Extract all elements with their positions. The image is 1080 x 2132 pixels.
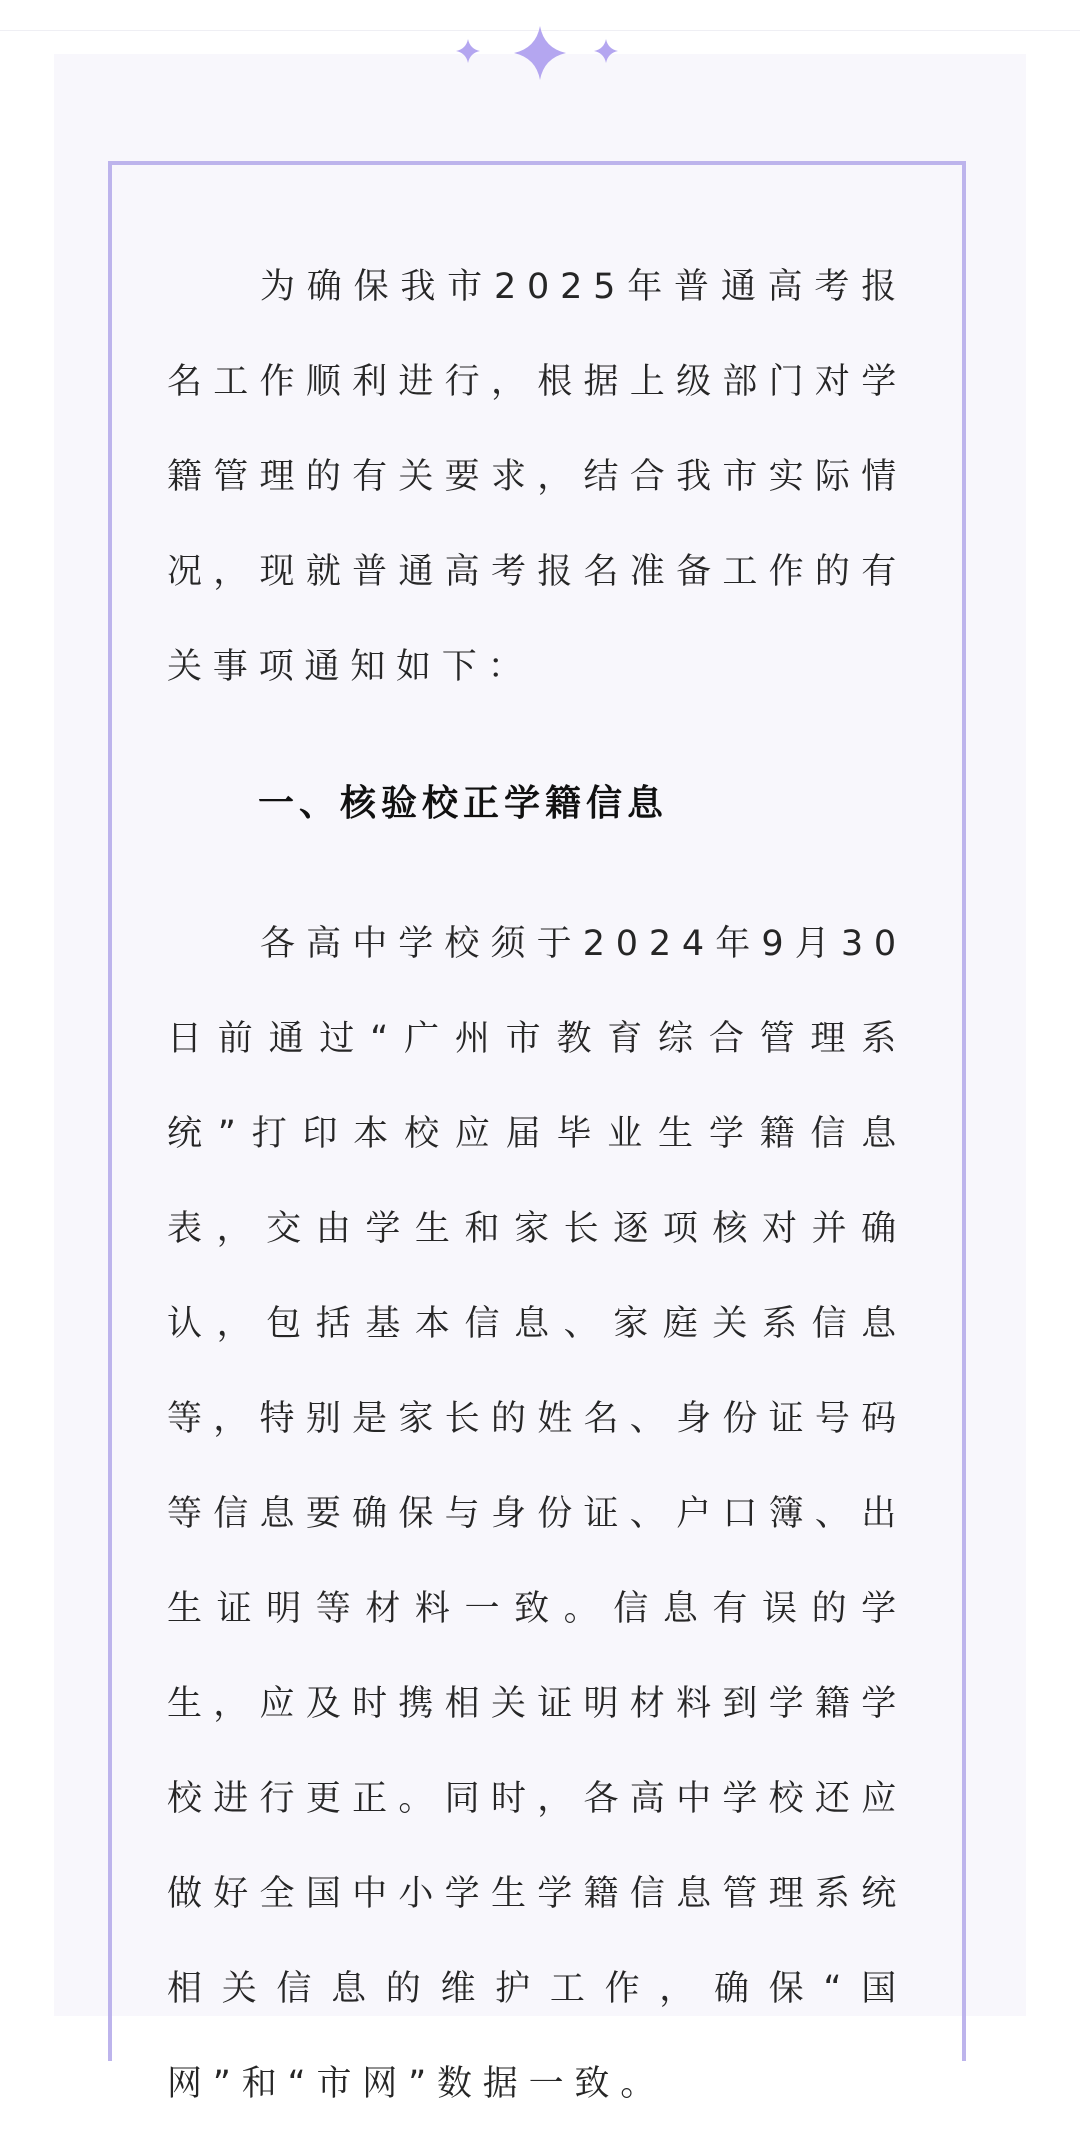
- intro-paragraph: 为确保我市2025年普通高考报名工作顺利进行，根据上级部门对学籍管理的有关要求，结合我市实际情况，现就普通高考报名准备工作的有关事项通知如下：: [167, 267, 907, 687]
- section-1-heading: 一、核验校正学籍信息: [258, 783, 669, 824]
- sparkle-large-icon: [514, 26, 566, 80]
- sparkle-small-right-icon: [594, 39, 618, 63]
- sparkle-decoration: [440, 18, 640, 88]
- sparkle-small-left-icon: [456, 39, 480, 63]
- section-1-paragraph: 各高中学校须于2024年9月30日前通过“广州市教育综合管理系统”打印本校应届毕业生学籍信息表，交由学生和家长逐项核对并确认，包括基本信息、家庭关系信息等，特别是家长的姓名、身份证号码等信息要确保与身份证、户口簿、出生证明等材料一致。信息有误的学生，应及时携相关证明材料到学籍学校进行更正。同时，各高中学校还应做好全国中小学生学籍信息管理系统相关信息的维护工作，确保“国网”和“市网”数据一致。: [167, 924, 907, 2104]
